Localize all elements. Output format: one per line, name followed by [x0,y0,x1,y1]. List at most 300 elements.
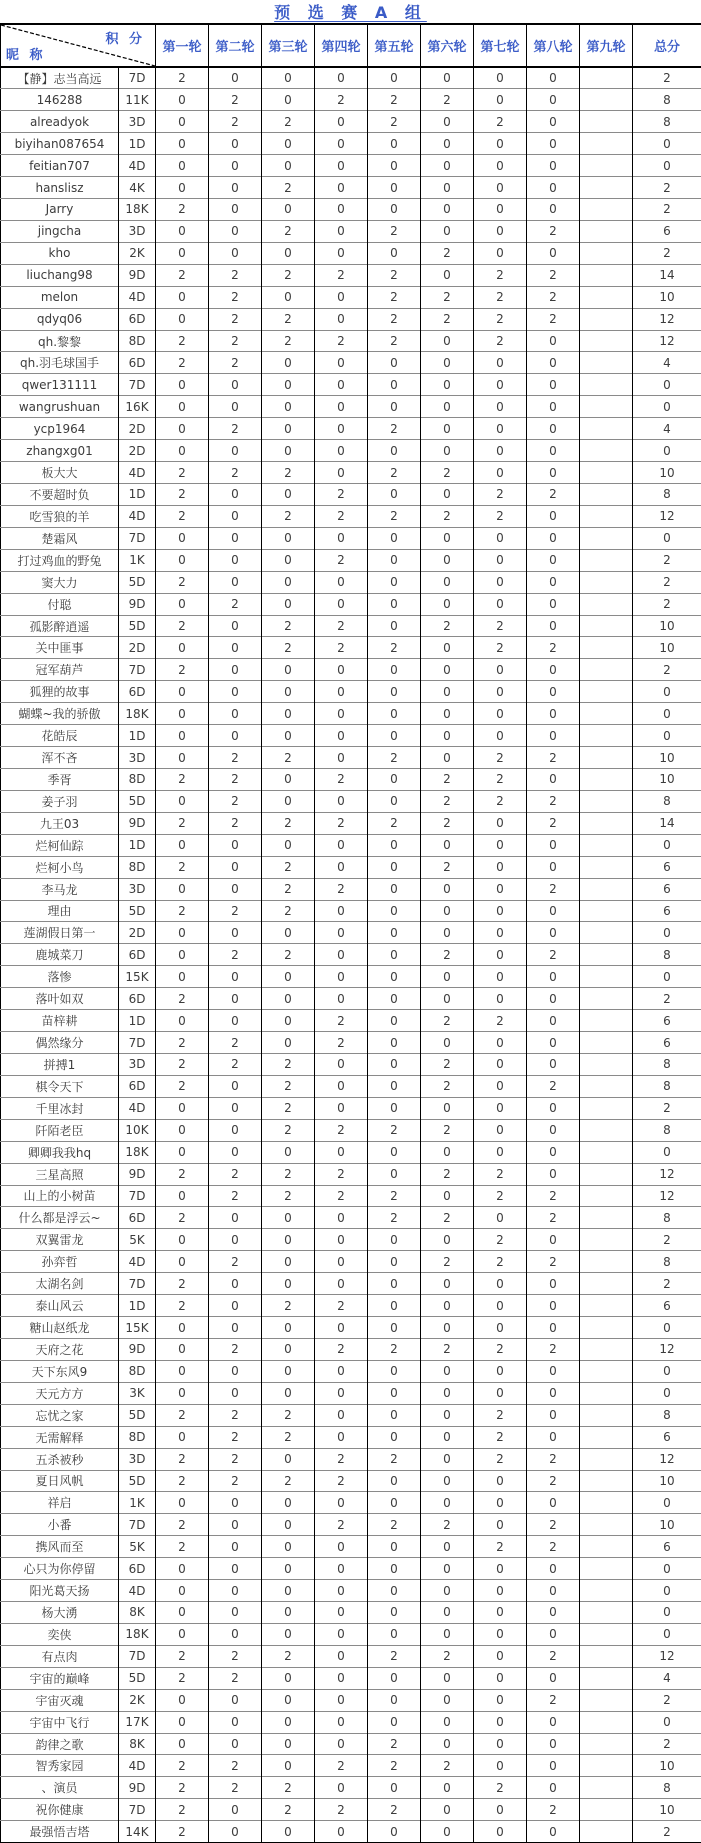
round-cell: 2 [209,1645,262,1667]
player-name-cell: 最强悟吉塔 [1,1821,119,1843]
round-cell: 0 [209,1492,262,1514]
round-cell-empty [580,418,633,440]
round-cell: 0 [527,67,580,89]
round-cell: 2 [156,264,209,286]
player-name-cell: 季胥 [1,769,119,791]
round-cell: 0 [421,1295,474,1317]
round-cell: 0 [156,703,209,725]
total-header: 总分 [633,24,701,67]
round-cell: 2 [474,615,527,637]
round-cell: 2 [156,1448,209,1470]
round-cell: 2 [421,308,474,330]
round-cell: 0 [315,1623,368,1645]
player-row [1,527,701,549]
rating-cell: 6D [119,1558,156,1580]
rating-cell: 9D [119,1777,156,1799]
round-cell: 0 [527,703,580,725]
round-cell: 2 [421,1075,474,1097]
player-row [1,988,701,1010]
round-cell: 0 [156,637,209,659]
total-cell: 0 [633,1382,701,1404]
round-cell: 0 [262,1558,315,1580]
round-cell: 0 [156,374,209,396]
round-cell: 0 [527,462,580,484]
round-cell-empty [580,725,633,747]
player-name-cell: 鹿城菜刀 [1,944,119,966]
round-cell: 0 [474,1733,527,1755]
round-cell: 0 [315,1602,368,1624]
player-row [1,615,701,637]
round-cell-empty [580,1492,633,1514]
round-cell: 0 [474,242,527,264]
round-cell: 0 [421,1689,474,1711]
round-cell: 0 [474,133,527,155]
round-cell: 0 [527,1295,580,1317]
player-row [1,922,701,944]
player-name-cell: 烂柯仙踪 [1,834,119,856]
round-cell: 0 [262,1448,315,1470]
rating-cell: 3D [119,1053,156,1075]
rating-cell: 9D [119,593,156,615]
round-cell: 0 [209,703,262,725]
round-cell: 2 [209,812,262,834]
round-cell: 0 [421,155,474,177]
round-cell: 0 [421,966,474,988]
player-name-cell: 祝你健康 [1,1799,119,1821]
rating-cell: 2D [119,922,156,944]
round-cell: 0 [474,834,527,856]
round-cell: 0 [156,1097,209,1119]
player-name-cell: 天府之花 [1,1338,119,1360]
round-cell: 0 [474,703,527,725]
round-cell: 0 [315,988,368,1010]
player-row [1,505,701,527]
round-cell: 0 [527,1426,580,1448]
round-cell: 0 [421,1733,474,1755]
round-cell-empty [580,1097,633,1119]
round-cell: 0 [209,133,262,155]
total-cell: 0 [633,396,701,418]
round-cell: 2 [156,1777,209,1799]
round-cell: 0 [421,1799,474,1821]
round-cell: 2 [209,1777,262,1799]
round-cell-empty [580,1799,633,1821]
total-cell: 10 [633,615,701,637]
player-row [1,1602,701,1624]
round-cell: 2 [156,988,209,1010]
round-cell: 0 [527,1580,580,1602]
round-cell: 0 [315,1229,368,1251]
player-row [1,1558,701,1580]
round-cell: 0 [474,1317,527,1339]
round-cell: 0 [527,856,580,878]
round-cell: 0 [156,1689,209,1711]
player-row [1,1338,701,1360]
round-cell: 0 [209,1010,262,1032]
round-cell: 2 [474,1536,527,1558]
round-cell: 0 [421,374,474,396]
round-cell: 2 [209,1251,262,1273]
round-cell: 0 [368,966,421,988]
round-cell-empty [580,549,633,571]
round-cell: 2 [527,1338,580,1360]
round-cell: 2 [368,1733,421,1755]
player-row [1,1492,701,1514]
total-cell: 0 [633,374,701,396]
player-row [1,1448,701,1470]
rating-cell: 8K [119,1733,156,1755]
round-cell: 0 [315,1733,368,1755]
round-cell: 0 [368,834,421,856]
round-cell: 0 [315,133,368,155]
player-name-cell: wangrushuan [1,396,119,418]
round-cell: 0 [209,484,262,506]
rating-cell: 8D [119,856,156,878]
player-row [1,1470,701,1492]
player-name-cell: 阡陌老臣 [1,1119,119,1141]
round-cell: 0 [209,856,262,878]
round-cell: 2 [156,67,209,89]
round-cell-empty [580,1689,633,1711]
player-row [1,1404,701,1426]
total-cell: 12 [633,1645,701,1667]
round-cell: 0 [209,1514,262,1536]
corner-header-cell [1,24,156,67]
round-cell: 2 [156,1053,209,1075]
player-name-cell: kho [1,242,119,264]
round-cell-empty [580,440,633,462]
round-cell: 2 [527,1536,580,1558]
round-cell: 0 [156,1733,209,1755]
round-cell: 0 [209,1558,262,1580]
round-cell: 2 [209,769,262,791]
total-cell: 2 [633,1097,701,1119]
standings-table [0,23,701,1843]
round-cell: 0 [527,505,580,527]
round-cell: 2 [527,484,580,506]
round-cell: 0 [262,659,315,681]
round-cell: 0 [421,484,474,506]
player-row [1,549,701,571]
rating-cell: 15K [119,1317,156,1339]
rating-cell: 3D [119,220,156,242]
round-cell: 0 [315,67,368,89]
round-cell: 0 [156,1492,209,1514]
total-cell: 12 [633,1338,701,1360]
round-cell: 0 [262,790,315,812]
player-name-cell: 花皓辰 [1,725,119,747]
rating-cell: 8K [119,1602,156,1624]
round-cell: 0 [527,1097,580,1119]
rating-cell: 15K [119,966,156,988]
round-cell: 0 [527,1404,580,1426]
round-cell: 2 [262,1470,315,1492]
round-cell-empty [580,133,633,155]
player-row [1,286,701,308]
round-cell: 0 [474,900,527,922]
rating-cell: 6D [119,308,156,330]
player-row [1,220,701,242]
round-cell: 0 [262,286,315,308]
round-cell: 0 [315,944,368,966]
round-cell: 0 [156,922,209,944]
rating-cell: 5K [119,1229,156,1251]
round-cell-empty [580,988,633,1010]
player-name-cell: 九王03 [1,812,119,834]
round-cell: 0 [156,440,209,462]
total-cell: 12 [633,308,701,330]
rating-cell: 4D [119,462,156,484]
round-cell: 0 [527,1492,580,1514]
round-cell: 0 [262,769,315,791]
round-cell: 0 [527,1141,580,1163]
round-cell-empty [580,1602,633,1624]
round-cell-empty [580,856,633,878]
round-cell: 0 [315,725,368,747]
rating-cell: 8D [119,1426,156,1448]
round-cell: 0 [315,1097,368,1119]
round-cell: 0 [262,1251,315,1273]
rating-cell: 3D [119,747,156,769]
total-cell: 10 [633,637,701,659]
round-cell: 0 [474,1623,527,1645]
player-row [1,637,701,659]
round-cell: 0 [421,922,474,944]
round-cell: 0 [262,418,315,440]
round-cell: 2 [421,1010,474,1032]
round-cell: 0 [315,308,368,330]
round-cell: 0 [209,922,262,944]
player-row [1,1689,701,1711]
round-header-2: 第二轮 [209,24,262,67]
total-cell: 0 [633,1317,701,1339]
round-cell: 2 [474,747,527,769]
round-cell: 0 [368,352,421,374]
round-cell-empty [580,659,633,681]
total-cell: 0 [633,966,701,988]
player-name-cell: 冠军葫芦 [1,659,119,681]
round-cell: 0 [156,418,209,440]
round-cell: 0 [209,637,262,659]
round-cell: 2 [421,89,474,111]
round-cell: 2 [262,1404,315,1426]
round-cell: 0 [315,1207,368,1229]
round-cell: 2 [262,1799,315,1821]
player-row [1,1273,701,1295]
round-cell: 0 [262,1010,315,1032]
rating-cell: 18K [119,1141,156,1163]
rating-cell: 9D [119,812,156,834]
round-cell: 2 [209,89,262,111]
round-cell: 0 [368,659,421,681]
rating-cell: 14K [119,1821,156,1843]
round-cell: 0 [368,900,421,922]
round-cell: 2 [315,1185,368,1207]
player-row [1,1645,701,1667]
total-cell: 2 [633,1733,701,1755]
round-cell: 0 [368,1163,421,1185]
round-cell: 0 [368,484,421,506]
player-name-cell: qwer131111 [1,374,119,396]
round-cell: 2 [474,1338,527,1360]
round-cell: 0 [262,352,315,374]
round-cell: 0 [421,330,474,352]
round-cell: 2 [262,1075,315,1097]
round-cell: 2 [156,659,209,681]
round-cell: 0 [209,681,262,703]
round-cell: 0 [368,67,421,89]
round-cell: 2 [156,571,209,593]
round-cell: 0 [421,220,474,242]
rating-cell: 2D [119,418,156,440]
round-cell: 0 [474,1821,527,1843]
round-cell: 0 [156,242,209,264]
rating-cell: 8D [119,330,156,352]
round-cell: 2 [262,1777,315,1799]
round-cell: 0 [474,418,527,440]
player-row [1,1163,701,1185]
round-cell: 0 [474,1119,527,1141]
player-name-cell: jingcha [1,220,119,242]
round-cell: 0 [262,1338,315,1360]
round-cell: 0 [262,1755,315,1777]
round-cell-empty [580,1053,633,1075]
player-name-cell: 携风而至 [1,1536,119,1558]
round-cell: 2 [262,220,315,242]
player-name-cell: 杨大湧 [1,1602,119,1624]
player-name-cell: qdyq06 [1,308,119,330]
round-cell-empty [580,1010,633,1032]
player-name-cell: 窦大力 [1,571,119,593]
round-cell: 2 [156,1667,209,1689]
rating-cell: 5D [119,790,156,812]
total-cell: 0 [633,440,701,462]
total-cell: 2 [633,199,701,221]
round-cell: 2 [209,1404,262,1426]
round-cell: 2 [262,878,315,900]
player-row [1,1119,701,1141]
round-cell-empty [580,834,633,856]
round-cell-empty [580,1382,633,1404]
round-cell: 0 [527,1360,580,1382]
player-row [1,418,701,440]
round-cell: 2 [209,308,262,330]
round-cell: 2 [368,637,421,659]
round-cell: 0 [474,374,527,396]
round-cell: 0 [368,1229,421,1251]
round-cell: 0 [315,1075,368,1097]
round-cell: 0 [262,1032,315,1054]
round-cell: 0 [527,133,580,155]
player-row [1,155,701,177]
rating-cell: 1D [119,484,156,506]
round-cell: 2 [262,615,315,637]
round-cell: 0 [315,1251,368,1273]
total-cell: 0 [633,1141,701,1163]
round-cell: 2 [262,462,315,484]
nickname-header: 昵 称 [6,48,46,63]
player-row [1,1426,701,1448]
round-cell-empty [580,1711,633,1733]
round-cell: 0 [368,1536,421,1558]
round-cell: 0 [209,199,262,221]
round-cell: 0 [527,111,580,133]
round-cell: 2 [262,900,315,922]
rating-cell: 7D [119,67,156,89]
player-row [1,1251,701,1273]
total-cell: 10 [633,747,701,769]
round-cell: 0 [421,133,474,155]
round-cell: 0 [527,1010,580,1032]
player-row [1,199,701,221]
round-cell: 0 [368,242,421,264]
round-cell: 0 [474,1799,527,1821]
round-cell: 0 [474,1360,527,1382]
round-cell: 0 [527,988,580,1010]
rating-cell: 1K [119,1492,156,1514]
player-row [1,242,701,264]
round-cell-empty [580,812,633,834]
round-cell: 0 [368,1010,421,1032]
round-cell: 0 [315,1580,368,1602]
round-cell: 0 [527,177,580,199]
round-cell: 0 [527,330,580,352]
round-cell: 0 [315,900,368,922]
total-cell: 2 [633,1689,701,1711]
round-cell: 2 [368,89,421,111]
round-cell-empty [580,1163,633,1185]
round-cell: 0 [527,966,580,988]
round-cell: 0 [368,571,421,593]
total-cell: 10 [633,1514,701,1536]
round-cell-empty [580,1295,633,1317]
rating-cell: 3D [119,878,156,900]
player-name-cell: 双翼雷龙 [1,1229,119,1251]
player-name-cell: 姜子羽 [1,790,119,812]
round-cell: 0 [421,1229,474,1251]
player-row [1,374,701,396]
round-cell-empty [580,264,633,286]
round-cell: 0 [527,1382,580,1404]
round-cell: 2 [421,1163,474,1185]
round-cell-empty [580,1448,633,1470]
round-cell: 2 [368,1799,421,1821]
round-cell: 0 [527,1755,580,1777]
round-cell: 0 [421,111,474,133]
round-cell: 0 [209,988,262,1010]
round-cell: 0 [209,1821,262,1843]
round-cell: 0 [315,111,368,133]
player-name-cell: 山上的小树苗 [1,1185,119,1207]
round-cell: 0 [421,1536,474,1558]
total-cell: 0 [633,1711,701,1733]
total-cell: 2 [633,242,701,264]
round-cell: 0 [262,67,315,89]
round-cell-empty [580,1580,633,1602]
player-row [1,396,701,418]
round-cell: 0 [421,637,474,659]
round-cell: 0 [527,89,580,111]
round-cell: 0 [368,988,421,1010]
round-cell: 0 [474,1645,527,1667]
round-cell: 0 [368,155,421,177]
rating-cell: 4D [119,505,156,527]
round-cell: 0 [209,571,262,593]
round-cell: 0 [315,659,368,681]
round-cell: 2 [527,1799,580,1821]
round-cell: 2 [315,89,368,111]
player-name-cell: 孤影醉逍遥 [1,615,119,637]
